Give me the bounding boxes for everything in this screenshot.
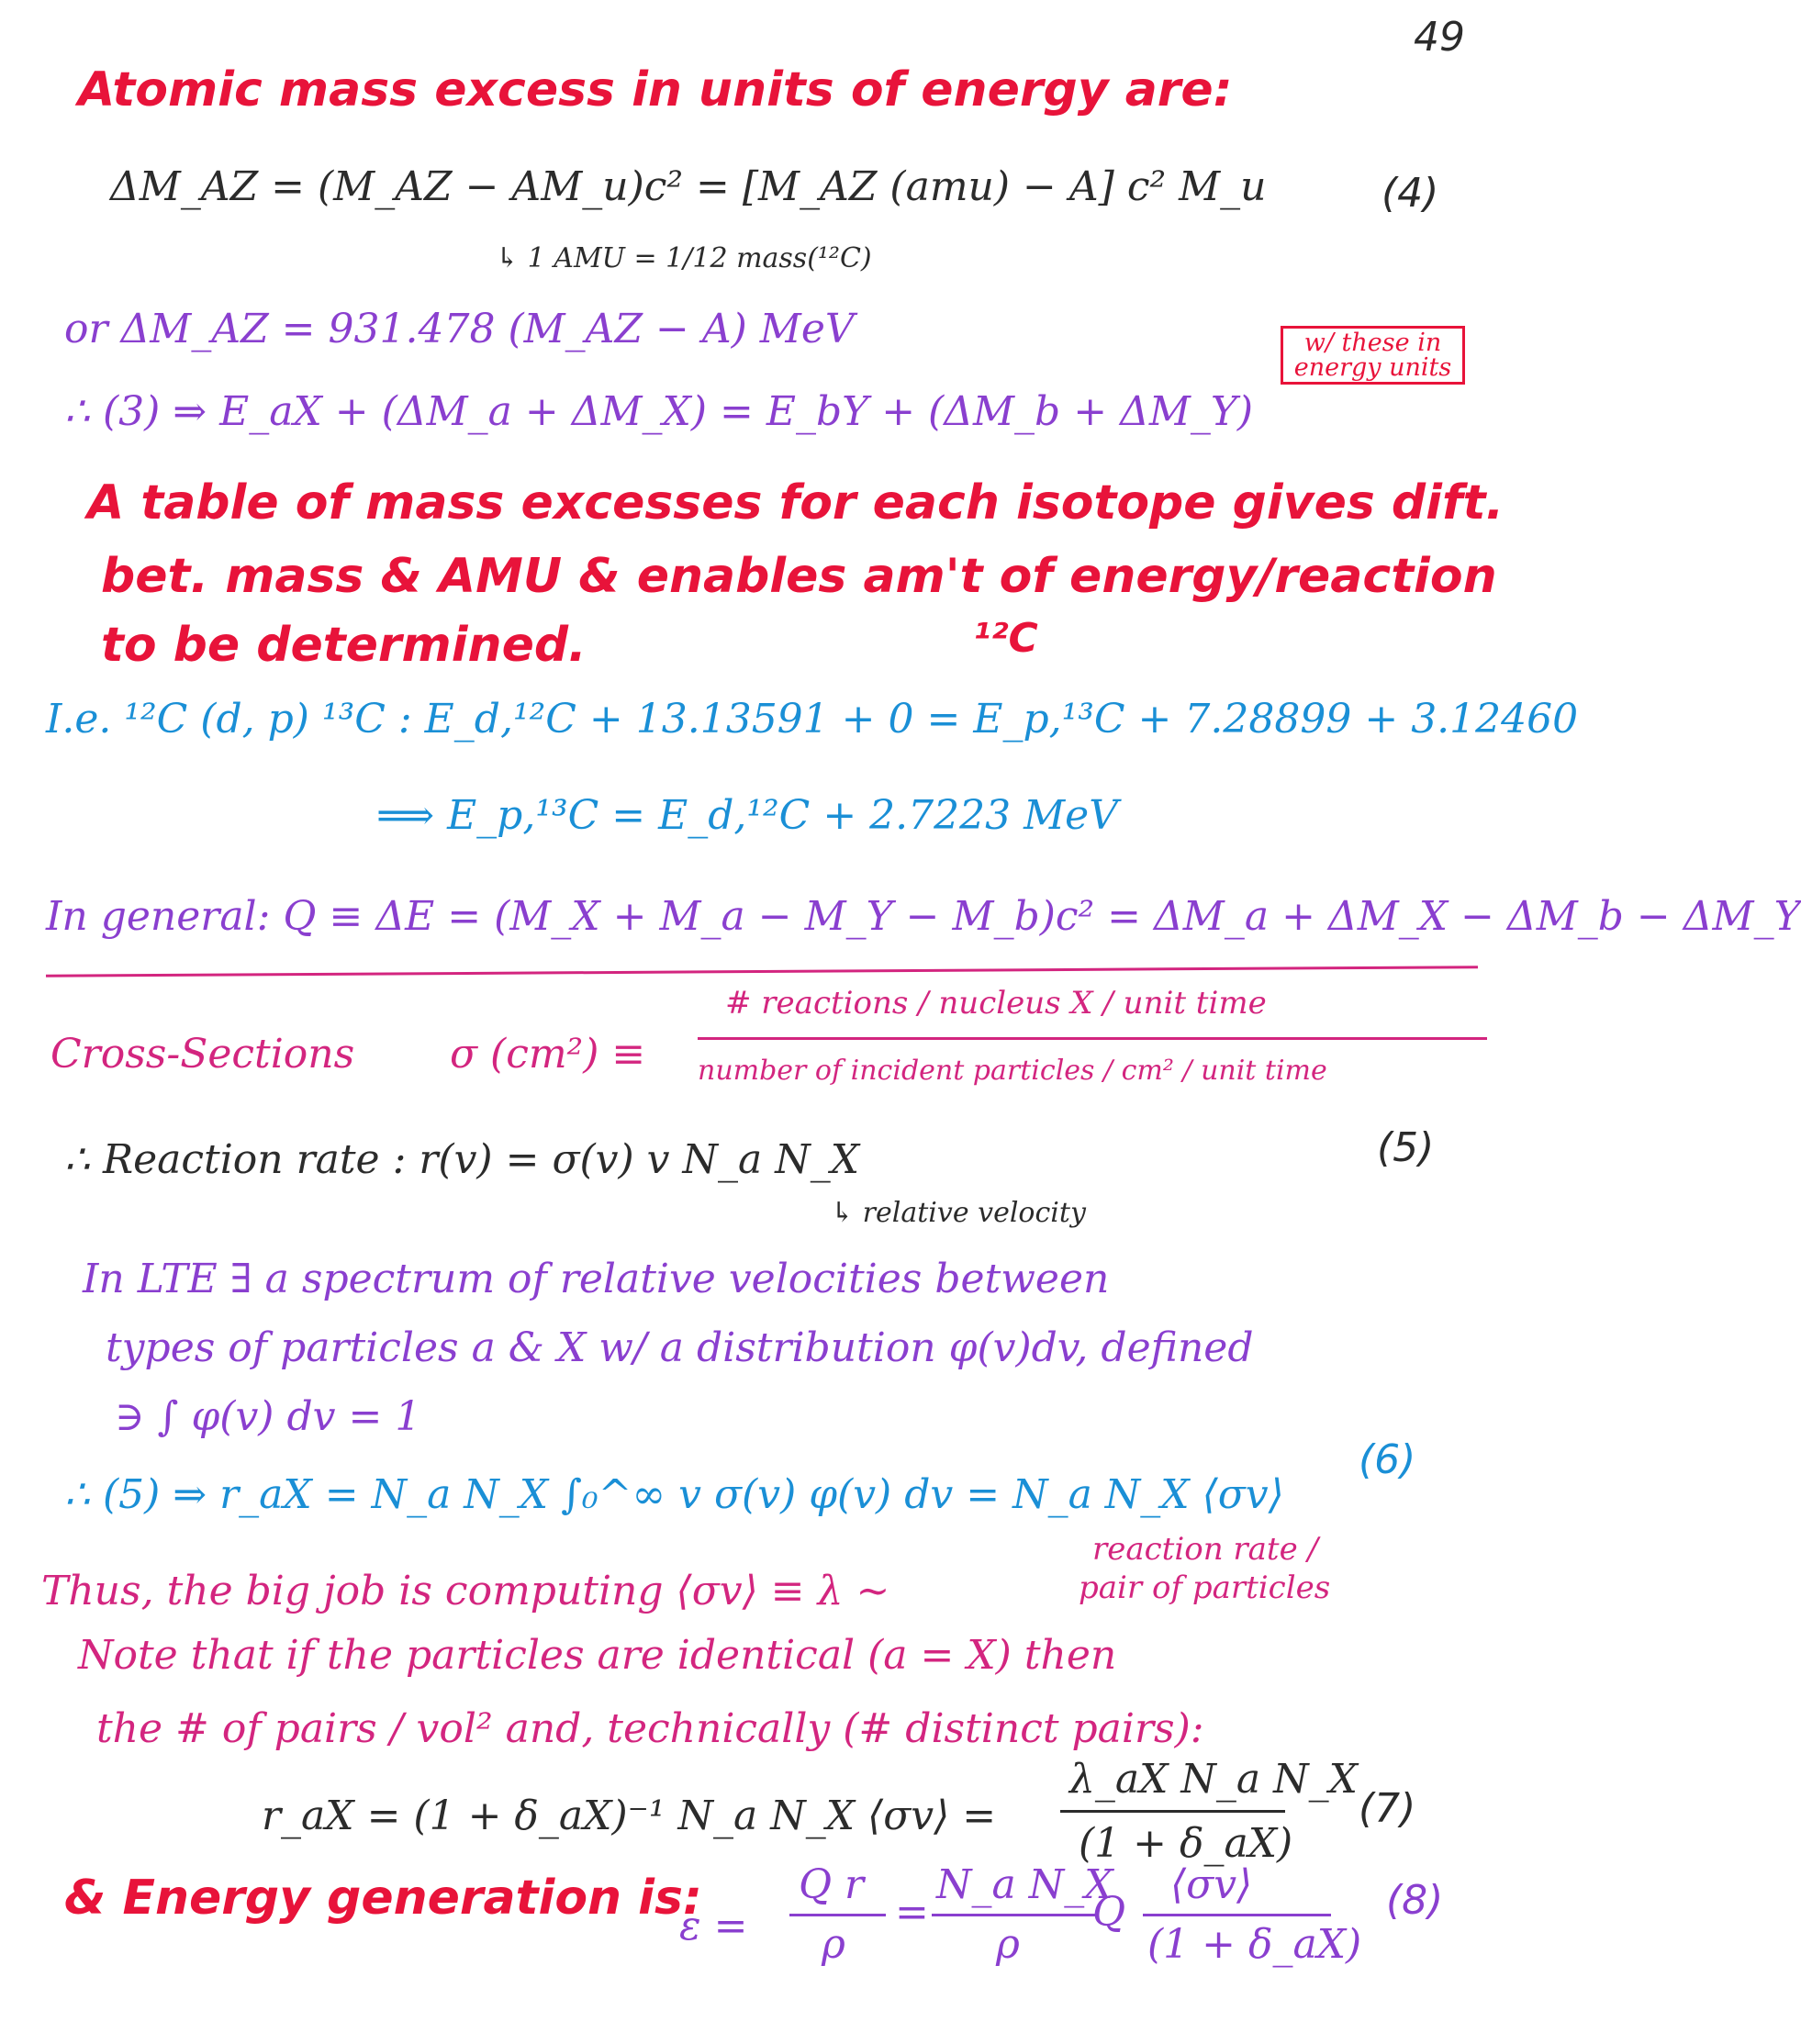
identical-rate-fraction-bar bbox=[1060, 1810, 1285, 1813]
carbon-12-label: ¹²C bbox=[973, 615, 1038, 662]
table-note-line-3: to be determined. bbox=[101, 618, 587, 673]
energy-fraction-3-denominator: (1 + δ_aX) bbox=[1147, 1921, 1362, 1968]
energy-fraction-1-numerator: Q r bbox=[799, 1861, 865, 1908]
energy-fraction-3-numerator: ⟨σv⟩ bbox=[1170, 1861, 1253, 1908]
energy-equals-sign: = bbox=[895, 1889, 929, 1936]
energy-fraction-2-numerator: N_a N_X bbox=[936, 1861, 1113, 1908]
general-q-value-equation: In general: Q ≡ ΔE = (M_X + M_a − M_Y − M_b)c² = ΔM_a + ΔM_X − ΔM_b − ΔM_Y bbox=[46, 893, 1801, 940]
energy-fraction-1-denominator: ρ bbox=[822, 1921, 845, 1968]
example-result-q-value: ⟹ E_p,¹³C = E_d,¹²C + 2.7223 MeV bbox=[376, 792, 1118, 839]
example-reaction-c12: I.e. ¹²C (d, p) ¹³C : E_d,¹²C + 13.13591 + 0 = E_p,¹³C + 7.28899 + 3.12460 bbox=[46, 696, 1579, 743]
equation-mev-conversion: or ΔM_AZ = 931.478 (M_AZ − A) MeV bbox=[64, 306, 855, 352]
identical-rate-fraction-denominator: (1 + δ_aX) bbox=[1079, 1820, 1293, 1867]
identical-rate-equation: r_aX = (1 + δ_aX)⁻¹ N_a N_X ⟨σv⟩ = bbox=[262, 1793, 997, 1839]
cross-section-denominator: number of incident particles / cm² / unit time bbox=[698, 1055, 1327, 1087]
relative-velocity-note: ↳ relative velocity bbox=[831, 1197, 1086, 1229]
equation-number-8: (8) bbox=[1386, 1877, 1444, 1924]
distinct-pairs-note: the # of pairs / vol² and, technically (# distinct pairs): bbox=[96, 1705, 1204, 1752]
identical-particles-note: Note that if the particles are identical (a = X) then bbox=[78, 1632, 1117, 1679]
equation-energy-balance: ∴ (3) ⇒ E_aX + (ΔM_a + ΔM_X) = E_bY + (ΔM_b + ΔM_Y) bbox=[64, 388, 1254, 435]
cross-section-numerator: # reactions / nucleus X / unit time bbox=[725, 985, 1267, 1022]
energy-fraction-1-bar bbox=[789, 1914, 886, 1916]
normalization-condition: ∋ ∫ φ(v) dv = 1 bbox=[115, 1393, 421, 1440]
page-number: 49 bbox=[1414, 14, 1465, 61]
lte-note-line-1: In LTE ∃ a spectrum of relative velocities between bbox=[83, 1256, 1110, 1302]
cross-section-symbol: σ (cm²) ≡ bbox=[450, 1031, 646, 1078]
energy-generation-epsilon: ε = bbox=[679, 1903, 748, 1949]
amu-definition-note: ↳ 1 AMU = 1/12 mass(¹²C) bbox=[496, 242, 872, 274]
equation-number-4: (4) bbox=[1382, 170, 1439, 217]
energy-fraction-2-bar bbox=[932, 1914, 1097, 1916]
energy-fraction-3-bar bbox=[1143, 1914, 1331, 1916]
rate-per-pair-note-1: reaction rate / bbox=[1092, 1531, 1318, 1568]
energy-units-note: w/ these in energy units bbox=[1281, 326, 1465, 385]
heading-mass-excess: Atomic mass excess in units of energy are: bbox=[78, 62, 1233, 117]
rate-per-pair-note-2: pair of particles bbox=[1079, 1569, 1331, 1606]
averaged-rate-equation: ∴ (5) ⇒ r_aX = N_a N_X ∫₀^∞ v σ(v) φ(v) dv = N_a N_X ⟨σv⟩ bbox=[64, 1471, 1284, 1518]
table-note-line-1: A table of mass excesses for each isotope gives dift. bbox=[87, 475, 1505, 531]
energy-generation-label: & Energy generation is: bbox=[64, 1871, 702, 1926]
identical-rate-fraction-numerator: λ_aX N_a N_X bbox=[1069, 1756, 1358, 1803]
table-note-line-2: bet. mass & AMU & enables am't of energy/reaction bbox=[101, 549, 1497, 604]
equation-number-5: (5) bbox=[1377, 1124, 1435, 1171]
equation-number-6: (6) bbox=[1359, 1436, 1416, 1483]
equation-mass-excess: ΔM_AZ = (M_AZ − AM_u)c² = [M_AZ (amu) − A] c² M_u bbox=[110, 163, 1267, 210]
equation-number-7: (7) bbox=[1359, 1785, 1416, 1832]
cross-sections-heading: Cross-Sections bbox=[50, 1031, 355, 1078]
big-job-statement: Thus, the big job is computing ⟨σv⟩ ≡ λ ~ bbox=[41, 1568, 890, 1614]
reaction-rate-equation: ∴ Reaction rate : r(v) = σ(v) v N_a N_X bbox=[64, 1136, 860, 1183]
energy-fraction-2-denominator: ρ bbox=[996, 1921, 1020, 1968]
energy-q-factor: Q bbox=[1092, 1889, 1126, 1936]
cross-section-fraction-bar bbox=[698, 1037, 1487, 1040]
section-divider bbox=[46, 966, 1478, 977]
lte-note-line-2: types of particles a & X w/ a distribution φ(v)dv, defined bbox=[106, 1324, 1254, 1371]
